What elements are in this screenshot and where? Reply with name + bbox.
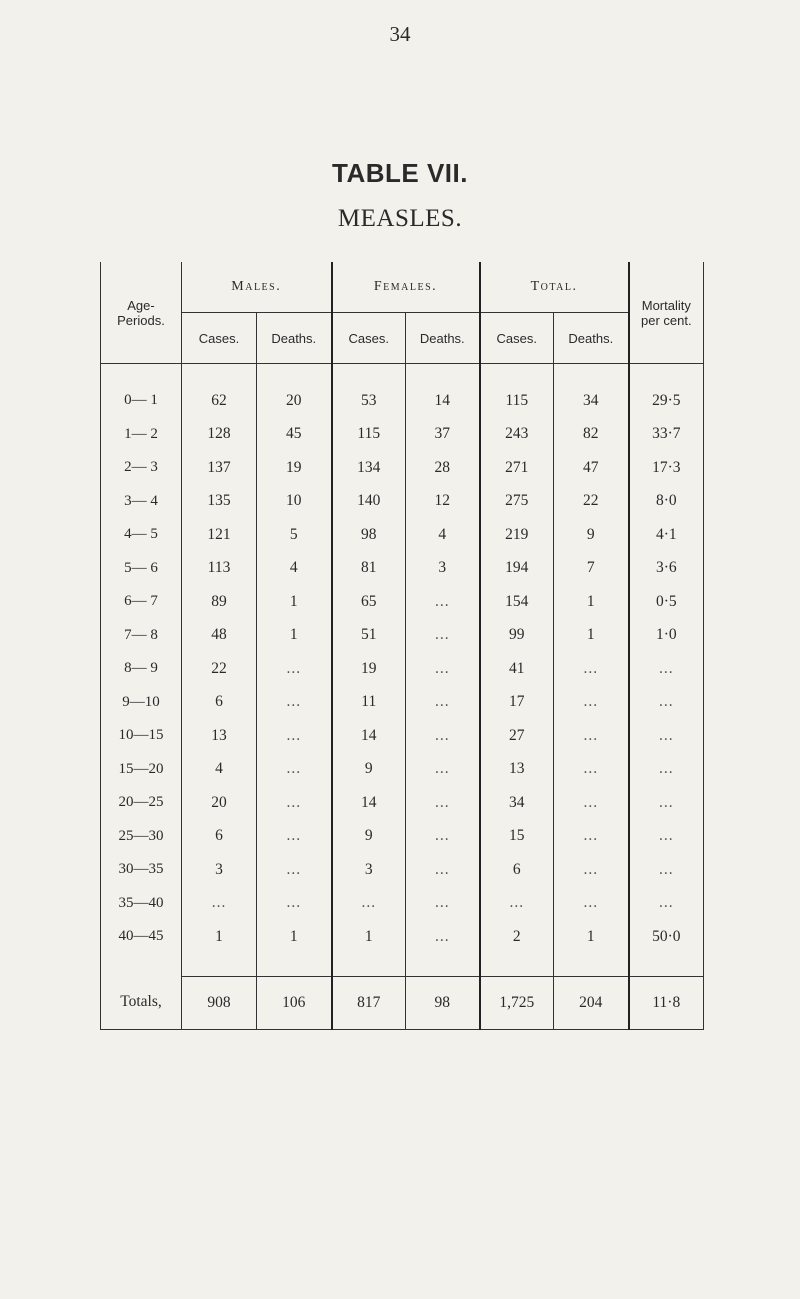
mortality-cell: ... xyxy=(629,686,704,720)
age-period-cell: 30—35 xyxy=(101,853,182,887)
total-deaths-cell: ... xyxy=(554,753,629,787)
table-row xyxy=(101,384,704,418)
table-subtitle: MEASLES. xyxy=(337,205,463,232)
males-deaths-cell: 45 xyxy=(257,418,332,452)
total-cases-cell: 6 xyxy=(480,853,554,887)
total-cases-cell: ... xyxy=(480,887,554,921)
spacer-row xyxy=(101,954,704,977)
total-deaths-cell: ... xyxy=(554,652,629,686)
males-cases-cell: 113 xyxy=(182,552,257,586)
table-row xyxy=(101,518,704,552)
age-period-cell: 35—40 xyxy=(101,887,182,921)
total-cases-cell: 41 xyxy=(480,652,554,686)
header-age-periods xyxy=(101,262,182,364)
females-cases-cell: 65 xyxy=(332,585,406,619)
spacer-row xyxy=(101,364,704,385)
header-males: Males. xyxy=(182,262,332,313)
header-total: Total. xyxy=(480,262,629,313)
mortality-cell: 8·0 xyxy=(629,485,704,519)
table-row xyxy=(101,451,704,485)
total-deaths-cell: ... xyxy=(554,786,629,820)
mortality-cell: 17·3 xyxy=(629,451,704,485)
males-deaths-cell: ... xyxy=(257,786,332,820)
males-deaths-cell: 1 xyxy=(257,619,332,653)
females-deaths-cell: 37 xyxy=(406,418,480,452)
header-females-deaths: Deaths. xyxy=(406,313,480,364)
total-cases-cell: 115 xyxy=(480,384,554,418)
table-row xyxy=(101,652,704,686)
females-cases-cell: 140 xyxy=(332,485,406,519)
females-deaths-cell: ... xyxy=(406,887,480,921)
age-period-cell: 0— 1 xyxy=(101,384,182,418)
age-period-cell: 2— 3 xyxy=(101,451,182,485)
males-cases-cell: 128 xyxy=(182,418,257,452)
total-cases-cell: 275 xyxy=(480,485,554,519)
total-cases-cell: 27 xyxy=(480,719,554,753)
females-cases-cell: 134 xyxy=(332,451,406,485)
males-cases-cell: 48 xyxy=(182,619,257,653)
males-cases-cell: 6 xyxy=(182,820,257,854)
total-deaths-cell: 82 xyxy=(554,418,629,452)
females-deaths-cell: ... xyxy=(406,585,480,619)
females-deaths-cell: ... xyxy=(406,619,480,653)
totals-mortality-cell: 11·8 xyxy=(629,976,704,1029)
total-cases-cell: 34 xyxy=(480,786,554,820)
totals-females-cases-cell: 817 xyxy=(332,976,406,1029)
mortality-cell: 3·6 xyxy=(629,552,704,586)
age-period-cell: 7— 8 xyxy=(101,619,182,653)
males-deaths-cell: ... xyxy=(257,686,332,720)
total-deaths-cell: 1 xyxy=(554,585,629,619)
females-cases-cell: 9 xyxy=(332,753,406,787)
table-row xyxy=(101,719,704,753)
males-deaths-cell: ... xyxy=(257,887,332,921)
header-total-deaths: Deaths. xyxy=(554,313,629,364)
total-deaths-cell: 7 xyxy=(554,552,629,586)
age-period-cell: 25—30 xyxy=(101,820,182,854)
total-cases-cell: 2 xyxy=(480,920,554,954)
total-cases-cell: 194 xyxy=(480,552,554,586)
males-cases-cell: 3 xyxy=(182,853,257,887)
header-females: Females. xyxy=(332,262,480,313)
males-deaths-cell: ... xyxy=(257,853,332,887)
age-period-cell: 3— 4 xyxy=(101,485,182,519)
header-mortality-label: Mortality per cent. xyxy=(641,297,692,328)
males-cases-cell: 22 xyxy=(182,652,257,686)
mortality-cell: 33·7 xyxy=(629,418,704,452)
age-period-cell: 1— 2 xyxy=(101,418,182,452)
table-row xyxy=(101,686,704,720)
males-cases-cell: 1 xyxy=(182,920,257,954)
table-row xyxy=(101,619,704,653)
females-cases-cell: 1 xyxy=(332,920,406,954)
header-females-cases: Cases. xyxy=(332,313,406,364)
total-deaths-cell: ... xyxy=(554,686,629,720)
females-cases-cell: 98 xyxy=(332,518,406,552)
total-cases-cell: 219 xyxy=(480,518,554,552)
header-age-periods-label: Age- Periods. xyxy=(117,297,165,328)
males-deaths-cell: ... xyxy=(257,652,332,686)
males-cases-cell: 121 xyxy=(182,518,257,552)
females-cases-cell: ... xyxy=(332,887,406,921)
total-deaths-cell: 1 xyxy=(554,619,629,653)
males-deaths-cell: 20 xyxy=(257,384,332,418)
totals-males-cases-cell: 908 xyxy=(182,976,257,1029)
males-cases-cell: 4 xyxy=(182,753,257,787)
females-cases-cell: 14 xyxy=(332,786,406,820)
totals-males-deaths-cell: 106 xyxy=(257,976,332,1029)
total-deaths-cell: ... xyxy=(554,853,629,887)
table-row xyxy=(101,887,704,921)
totals-total-deaths-cell: 204 xyxy=(554,976,629,1029)
females-deaths-cell: ... xyxy=(406,920,480,954)
total-deaths-cell: ... xyxy=(554,820,629,854)
age-period-cell: 5— 6 xyxy=(101,552,182,586)
females-deaths-cell: 3 xyxy=(406,552,480,586)
age-period-cell: 6— 7 xyxy=(101,585,182,619)
total-deaths-cell: 47 xyxy=(554,451,629,485)
table-row xyxy=(101,786,704,820)
females-deaths-cell: ... xyxy=(406,786,480,820)
males-cases-cell: ... xyxy=(182,887,257,921)
total-cases-cell: 271 xyxy=(480,451,554,485)
table-row xyxy=(101,552,704,586)
page-number: 34 xyxy=(389,22,411,46)
mortality-cell: 4·1 xyxy=(629,518,704,552)
mortality-cell: 1·0 xyxy=(629,619,704,653)
age-period-cell: 20—25 xyxy=(101,786,182,820)
mortality-cell: ... xyxy=(629,786,704,820)
females-deaths-cell: 14 xyxy=(406,384,480,418)
table-row xyxy=(101,920,704,954)
males-cases-cell: 13 xyxy=(182,719,257,753)
header-males-cases: Cases. xyxy=(182,313,257,364)
total-cases-cell: 243 xyxy=(480,418,554,452)
females-deaths-cell: 28 xyxy=(406,451,480,485)
totals-females-deaths-cell: 98 xyxy=(406,976,480,1029)
age-period-cell: 15—20 xyxy=(101,753,182,787)
females-cases-cell: 51 xyxy=(332,619,406,653)
totals-label: Totals, xyxy=(101,976,182,1029)
males-deaths-cell: ... xyxy=(257,719,332,753)
table-body xyxy=(101,364,704,1030)
totals-total-cases-cell: 1,725 xyxy=(480,976,554,1029)
table-row xyxy=(101,753,704,787)
total-cases-cell: 99 xyxy=(480,619,554,653)
age-period-cell: 8— 9 xyxy=(101,652,182,686)
total-deaths-cell: 22 xyxy=(554,485,629,519)
mortality-cell: 0·5 xyxy=(629,585,704,619)
table-row xyxy=(101,418,704,452)
mortality-cell: ... xyxy=(629,753,704,787)
females-cases-cell: 19 xyxy=(332,652,406,686)
header-mortality xyxy=(629,262,704,364)
table-row xyxy=(101,485,704,519)
table-title: TABLE VII. xyxy=(332,158,468,188)
females-cases-cell: 14 xyxy=(332,719,406,753)
males-cases-cell: 135 xyxy=(182,485,257,519)
age-period-cell: 40—45 xyxy=(101,920,182,954)
mortality-cell: ... xyxy=(629,652,704,686)
males-deaths-cell: 1 xyxy=(257,920,332,954)
females-cases-cell: 11 xyxy=(332,686,406,720)
males-cases-cell: 20 xyxy=(182,786,257,820)
total-deaths-cell: ... xyxy=(554,719,629,753)
total-cases-cell: 13 xyxy=(480,753,554,787)
mortality-cell: ... xyxy=(629,887,704,921)
total-deaths-cell: 1 xyxy=(554,920,629,954)
males-deaths-cell: 5 xyxy=(257,518,332,552)
females-cases-cell: 115 xyxy=(332,418,406,452)
females-deaths-cell: ... xyxy=(406,686,480,720)
total-cases-cell: 15 xyxy=(480,820,554,854)
males-deaths-cell: 4 xyxy=(257,552,332,586)
males-deaths-cell: ... xyxy=(257,820,332,854)
females-deaths-cell: 12 xyxy=(406,485,480,519)
total-cases-cell: 154 xyxy=(480,585,554,619)
total-deaths-cell: 9 xyxy=(554,518,629,552)
mortality-cell: 50·0 xyxy=(629,920,704,954)
mortality-cell: ... xyxy=(629,820,704,854)
age-period-cell: 9—10 xyxy=(101,686,182,720)
age-period-cell: 10—15 xyxy=(101,719,182,753)
mortality-cell: ... xyxy=(629,719,704,753)
females-deaths-cell: ... xyxy=(406,652,480,686)
males-deaths-cell: ... xyxy=(257,753,332,787)
males-cases-cell: 89 xyxy=(182,585,257,619)
table-row xyxy=(101,585,704,619)
mortality-cell: 29·5 xyxy=(629,384,704,418)
age-period-cell: 4— 5 xyxy=(101,518,182,552)
females-deaths-cell: ... xyxy=(406,719,480,753)
females-deaths-cell: 4 xyxy=(406,518,480,552)
males-cases-cell: 6 xyxy=(182,686,257,720)
table-row xyxy=(101,820,704,854)
males-cases-cell: 62 xyxy=(182,384,257,418)
table-row xyxy=(101,853,704,887)
females-deaths-cell: ... xyxy=(406,853,480,887)
males-deaths-cell: 1 xyxy=(257,585,332,619)
males-deaths-cell: 10 xyxy=(257,485,332,519)
total-cases-cell: 17 xyxy=(480,686,554,720)
header-total-cases: Cases. xyxy=(480,313,554,364)
females-deaths-cell: ... xyxy=(406,753,480,787)
males-cases-cell: 137 xyxy=(182,451,257,485)
males-deaths-cell: 19 xyxy=(257,451,332,485)
mortality-cell: ... xyxy=(629,853,704,887)
females-cases-cell: 3 xyxy=(332,853,406,887)
header-males-deaths: Deaths. xyxy=(257,313,332,364)
totals-row xyxy=(101,976,704,1029)
total-deaths-cell: ... xyxy=(554,887,629,921)
total-deaths-cell: 34 xyxy=(554,384,629,418)
measles-table xyxy=(100,262,704,1030)
females-cases-cell: 9 xyxy=(332,820,406,854)
females-cases-cell: 81 xyxy=(332,552,406,586)
females-deaths-cell: ... xyxy=(406,820,480,854)
females-cases-cell: 53 xyxy=(332,384,406,418)
